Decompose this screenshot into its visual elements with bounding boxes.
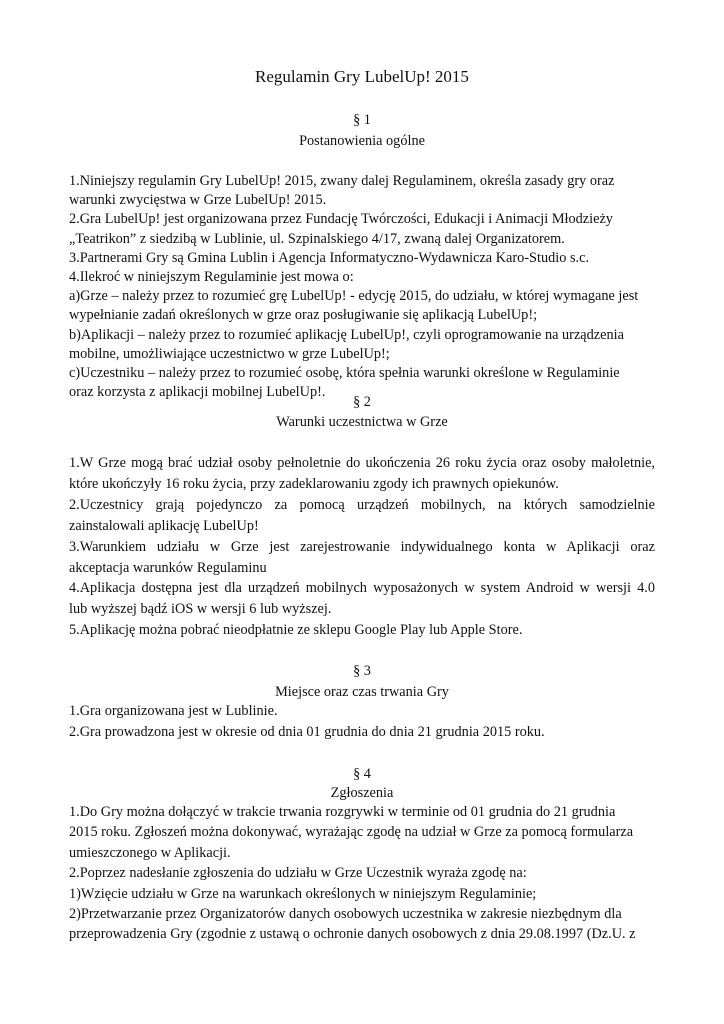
text-line: 4.Ilekroć w niniejszym Regulaminie jest mowa o: xyxy=(69,269,354,286)
section-2-mark: § 2 xyxy=(353,394,371,410)
text-line: a)Grze – należy przez to rozumieć grę LubelUp! - edycję 2015, do udziału, w której wymagane jest xyxy=(69,288,639,305)
section-2-body xyxy=(69,453,655,641)
text-line: lub wyższej bądź iOS w wersji 6 lub wyższej. xyxy=(69,601,332,618)
text-line: oraz korzysta z aplikacji mobilnej LubelUp!. xyxy=(69,384,326,401)
text-line: przeprowadzenia Gry (zgodnie z ustawą o ochronie danych osobowych z dnia 29.08.1997 (Dz.U. z xyxy=(69,926,636,943)
text-line: 2.Gra LubelUp! jest organizowana przez Fundację Twórczości, Edukacji i Animacji Młodzieży xyxy=(69,211,613,228)
text-line: akceptacja warunków Regulaminu xyxy=(69,559,267,576)
section-4-heading: Zgłoszenia xyxy=(330,785,394,801)
text-line: 2.Uczestnicy grają pojedynczo za pomocą urządzeń mobilnych, na których samodzielnie xyxy=(69,496,655,513)
text-line: mobilne, umożliwiające uczestnictwo w grze LubelUp!; xyxy=(69,345,390,362)
text-line: c)Uczestniku – należy przez to rozumieć osobę, która spełnia warunki określone w Regulaminie xyxy=(69,365,620,382)
text-line: 2)Przetwarzanie przez Organizatorów danych osobowych uczestnika w zakresie niezbędnym dla xyxy=(69,906,622,923)
text-line: warunki zwycięstwa w Grze LubelUp! 2015. xyxy=(69,192,327,209)
text-line: 2.Gra prowadzona jest w okresie od dnia 01 grudnia do dnia 21 grudnia 2015 roku. xyxy=(69,723,545,740)
text-line: umieszczonego w Aplikacji. xyxy=(69,844,231,861)
text-line: zainstalowali aplikację LubelUp! xyxy=(69,517,259,534)
section-1-heading: Postanowienia ogólne xyxy=(299,133,425,149)
section-3-mark: § 3 xyxy=(353,663,371,679)
text-line: 4.Aplikacja dostępna jest dla urządzeń mobilnych wyposażonych w system Android w wersji 4.0 xyxy=(69,580,655,597)
text-line: 1.Do Gry można dołączyć w trakcie trwania rozgrywki w terminie od 01 grudnia do 21 grudnia xyxy=(69,804,616,820)
section-1-mark: § 1 xyxy=(353,112,371,128)
document-title: Regulamin Gry LubelUp! 2015 xyxy=(255,67,469,86)
section-3-heading: Miejsce oraz czas trwania Gry xyxy=(275,684,449,700)
text-line: 5.Aplikację można pobrać nieodpłatnie ze sklepu Google Play lub Apple Store. xyxy=(69,622,523,639)
text-line: wypełnianie zadań określonych w grze oraz posługiwanie się aplikacją LubelUp!; xyxy=(69,307,538,324)
text-line: 2015 roku. Zgłoszeń można dokonywać, wyrażając zgodę na udział w Grze za pomocą formularza xyxy=(69,824,634,841)
section-2-heading: Warunki uczestnictwa w Grze xyxy=(276,414,448,430)
text-line: b)Aplikacji – należy przez to rozumieć aplikację LubelUp!, czyli oprogramowanie na urządzenia xyxy=(69,326,624,343)
text-line: „Teatrikon” z siedzibą w Lublinie, ul. Szpinalskiego 4/17, zwaną dalej Organizatorem. xyxy=(69,230,565,247)
text-line: 1.W Grze mogą brać udział osoby pełnoletnie do ukończenia 26 roku życia oraz osoby małoletnie, xyxy=(69,455,655,471)
text-line: 1)Wzięcie udziału w Grze na warunkach określonych w niniejszym Regulaminie; xyxy=(69,885,537,902)
section-4-body xyxy=(69,802,655,945)
section-3-body xyxy=(69,701,655,743)
text-line: 3.Warunkiem udziału w Grze jest zarejestrowanie indywidualnego konta w Aplikacji oraz xyxy=(69,538,655,555)
section-1-body xyxy=(69,172,655,402)
text-line: 1.Niniejszy regulamin Gry LubelUp! 2015, zwany dalej Regulaminem, określa zasady gry oraz xyxy=(69,173,615,189)
text-line: które ukończyły 16 roku życia, przy zadeklarowaniu zgody ich prawnych opiekunów. xyxy=(69,475,559,492)
text-line: 1.Gra organizowana jest w Lublinie. xyxy=(69,703,278,719)
text-line: 3.Partnerami Gry są Gmina Lublin i Agencja Informatyczno-Wydawnicza Karo-Studio s.c. xyxy=(69,249,590,266)
section-4-mark: § 4 xyxy=(353,766,371,782)
text-line: 2.Poprzez nadesłanie zgłoszenia do udziału w Grze Uczestnik wyraża zgodę na: xyxy=(69,865,527,882)
